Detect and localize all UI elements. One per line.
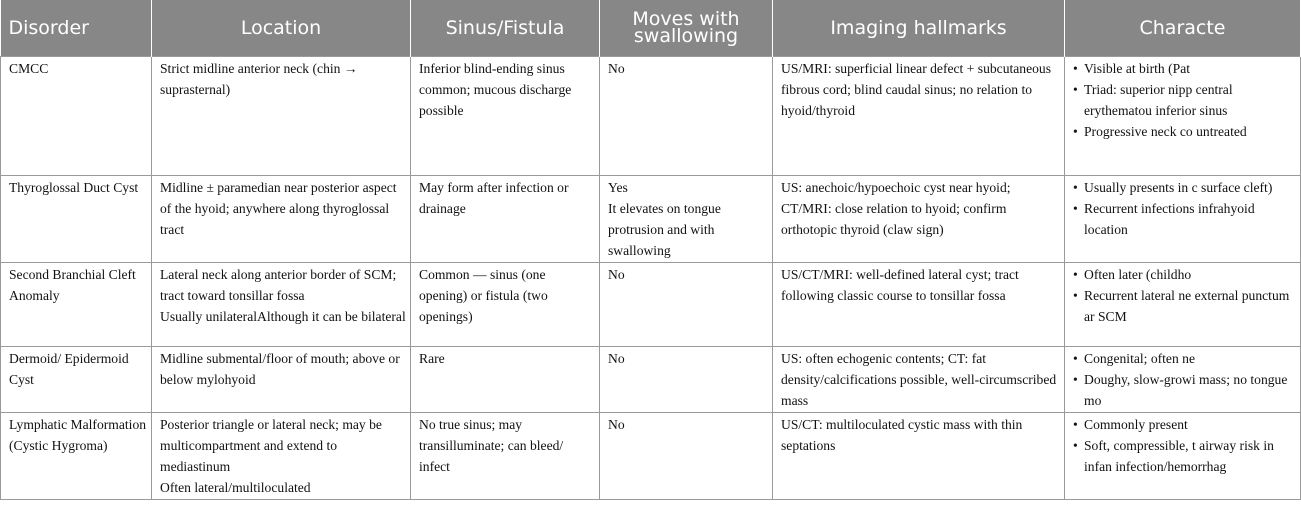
cell-moves-with-swallowing-text: No <box>608 61 625 76</box>
cell-moves-with-swallowing <box>600 413 773 500</box>
cell-moves-with-swallowing-text: No <box>608 351 625 366</box>
cell-moves-with-swallowing-text: No <box>608 267 625 282</box>
characteristics-bullet-list <box>1073 177 1296 240</box>
cell-location-text: Posterior triangle or lateral neck; may be multicompartment and extend to mediastinum <box>160 417 382 474</box>
cell-sinus-fistula-text: May form after infection or drainage <box>419 180 569 216</box>
cell-location <box>152 57 411 176</box>
cell-imaging-hallmarks-text: US: often echogenic contents; CT: fat density/calcifications possible, well-circumscribed mass <box>781 351 1057 408</box>
cell-characteristics <box>1065 176 1301 263</box>
cell-moves-with-swallowing <box>600 263 773 347</box>
characteristics-bullet-item: • Usually presents in c surface cleft) <box>1073 177 1296 198</box>
cell-location <box>152 176 411 263</box>
cell-location-text: Lateral neck along anterior border of SCM; tract toward tonsillar fossa <box>160 267 397 303</box>
cell-disorder: Thyroglossal Duct Cyst <box>1 176 152 263</box>
cell-imaging-hallmarks <box>773 347 1065 413</box>
cell-location-text: Usually unilateralAlthough it can be bilateral <box>160 309 406 324</box>
cell-characteristics <box>1065 263 1301 347</box>
cell-sinus-fistula-text: Rare <box>419 351 445 366</box>
cell-location <box>152 263 411 347</box>
characteristics-bullet-item: • Soft, compressible, t airway risk in infan infection/hemorrhag <box>1073 435 1296 477</box>
table-body <box>1 57 1301 500</box>
cell-disorder: Dermoid/ Epidermoid Cyst <box>1 347 152 413</box>
header-sinus-fistula: Sinus/Fistula <box>411 0 600 57</box>
cell-sinus-fistula <box>411 347 600 413</box>
cell-imaging-hallmarks-text: US/MRI: superficial linear defect + subcutaneous fibrous cord; blind caudal sinus; no relation to hyoid/thyroid <box>781 61 1052 118</box>
cell-imaging-hallmarks-text: US/CT/MRI: well-defined lateral cyst; tract following classic course to tonsillar fossa <box>781 267 1019 303</box>
cell-sinus-fistula <box>411 413 600 500</box>
characteristics-bullet-item: • Triad: superior nipp central erythematou inferior sinus <box>1073 79 1296 121</box>
cell-characteristics <box>1065 57 1301 176</box>
characteristics-bullet-item: • Congenital; often ne <box>1073 348 1296 369</box>
characteristics-bullet-item: • Commonly present <box>1073 414 1296 435</box>
cell-location <box>152 347 411 413</box>
header-location: Location <box>152 0 411 57</box>
cell-location <box>152 413 411 500</box>
cell-sinus-fistula <box>411 176 600 263</box>
characteristics-bullet-item: • Often later (childho <box>1073 264 1296 285</box>
cell-sinus-fistula-text: No true sinus; may transilluminate; can bleed/ infect <box>419 417 564 474</box>
characteristics-bullet-item: • Progressive neck co untreated <box>1073 121 1296 142</box>
cell-disorder: Lymphatic Malformation (Cystic Hygroma) <box>1 413 152 500</box>
header-moves-with-swallowing: Moves with swallowing <box>600 0 773 57</box>
cell-imaging-hallmarks <box>773 176 1065 263</box>
cell-sinus-fistula <box>411 263 600 347</box>
cell-imaging-hallmarks <box>773 413 1065 500</box>
characteristics-bullet-item: • Recurrent infections infrahyoid location <box>1073 198 1296 240</box>
table-row <box>1 347 1301 413</box>
cell-imaging-hallmarks <box>773 263 1065 347</box>
characteristics-bullet-item: • Visible at birth (Pat <box>1073 58 1296 79</box>
cell-imaging-hallmarks <box>773 57 1065 176</box>
cell-characteristics <box>1065 347 1301 413</box>
table-header-row <box>1 0 1301 57</box>
characteristics-bullet-item: • Doughy, slow-growi mass; no tongue mo <box>1073 369 1296 411</box>
characteristics-bullet-item: • Recurrent lateral ne external punctum ar SCM <box>1073 285 1296 327</box>
header-imaging-hallmarks: Imaging hallmarks <box>773 0 1065 57</box>
cell-moves-with-swallowing <box>600 57 773 176</box>
cell-characteristics <box>1065 413 1301 500</box>
characteristics-bullet-list <box>1073 58 1296 142</box>
cell-moves-with-swallowing-text: Yes <box>608 180 628 195</box>
cell-moves-with-swallowing-text: No <box>608 417 625 432</box>
cell-location-text: Strict midline anterior neck (chin → suprasternal) <box>160 61 358 97</box>
cell-sinus-fistula-text: Common — sinus (one opening) or fistula (two openings) <box>419 267 548 324</box>
table-row <box>1 413 1301 500</box>
table-row <box>1 176 1301 263</box>
header-disorder: Disorder <box>1 0 152 57</box>
characteristics-bullet-list <box>1073 414 1296 477</box>
cell-location-text: Midline submental/floor of mouth; above or below mylohyoid <box>160 351 400 387</box>
cell-location-text: Often lateral/multiloculated <box>160 480 311 495</box>
cell-moves-with-swallowing <box>600 176 773 263</box>
characteristics-bullet-list <box>1073 348 1296 411</box>
cell-sinus-fistula <box>411 57 600 176</box>
header-characteristics: Characte <box>1065 0 1301 57</box>
cell-imaging-hallmarks-text: US: anechoic/hypoechoic cyst near hyoid; CT/MRI: close relation to hyoid; confirm orthotopic thyroid (claw sign) <box>781 180 1011 237</box>
characteristics-bullet-list <box>1073 264 1296 327</box>
cell-moves-with-swallowing-text: It elevates on tongue protrusion and with swallowing <box>608 201 721 258</box>
cell-imaging-hallmarks-text: US/CT: multiloculated cystic mass with thin septations <box>781 417 1023 453</box>
cell-disorder: CMCC <box>1 57 152 176</box>
table-row <box>1 263 1301 347</box>
cell-location-text: Midline ± paramedian near posterior aspect of the hyoid; anywhere along thyroglossal tract <box>160 180 397 237</box>
cell-sinus-fistula-text: Inferior blind-ending sinus common; mucous discharge possible <box>419 61 572 118</box>
cell-disorder: Second Branchial Cleft Anomaly <box>1 263 152 347</box>
cell-moves-with-swallowing <box>600 347 773 413</box>
table-row <box>1 57 1301 176</box>
